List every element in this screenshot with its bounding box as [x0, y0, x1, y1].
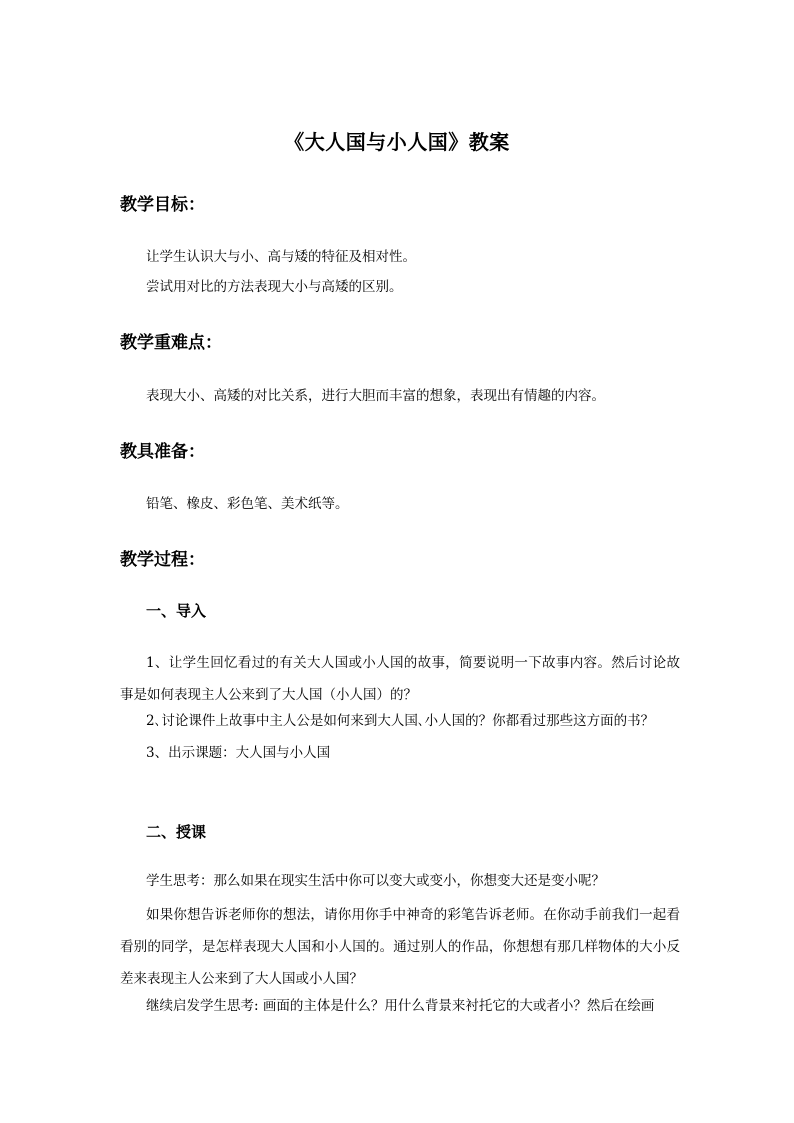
- goals-line-1: 让学生认识大与小、高与矮的特征及相对性。: [146, 249, 416, 265]
- teaching-item-3: 继续启发学生思考: 画面的主体是什么？用什么背景来衬托它的大或者小？然后在绘画: [146, 998, 655, 1014]
- heading-materials: 教具准备：: [120, 442, 205, 462]
- heading-goals: 教学目标：: [120, 195, 205, 215]
- intro-item-1: 1、让学生回忆看过的有关大人国或小人国的故事，简要说明一下故事内容。然后讨论故事是如何表现主人公来到了大人国（小人国）的？: [120, 655, 680, 703]
- materials-line-1: 铅笔、橡皮、彩色笔、美术纸等。: [146, 496, 349, 512]
- intro-item-3: 3、出示课题：大人国与小人国: [146, 745, 331, 761]
- teaching-item-1: 学生思考：那么如果在现实生活中你可以变大或变小，你想变大还是变小呢？: [146, 873, 605, 889]
- heading-teaching: 二、授课: [146, 823, 207, 841]
- heading-key-points: 教学重难点：: [120, 333, 222, 353]
- teaching-item-2: 如果你想告诉老师你的想法，请你用你手中神奇的彩笔告诉老师。在你动手前我们一起看看别的同学，是怎样表现大人国和小人国的。通过别人的作品，你想想有那几样物体的大小反差来表现主人公来到了大人国或小人国？: [120, 907, 680, 987]
- intro-item-2: 2､讨论课件上故事中主人公是如何来到大人国､小人国的？你都看过那些这方面的书？: [146, 713, 655, 729]
- goals-line-2: 尝试用对比的方法表现大小与高矮的区别。: [146, 279, 403, 295]
- document-title: 《大人国与小人国》教案: [284, 130, 510, 154]
- key-points-line-1: 表现大小、高矮的对比关系，进行大胆而丰富的想象，表现出有情趣的内容。: [146, 388, 605, 404]
- heading-intro: 一、导入: [146, 602, 207, 620]
- heading-process: 教学过程：: [120, 550, 205, 570]
